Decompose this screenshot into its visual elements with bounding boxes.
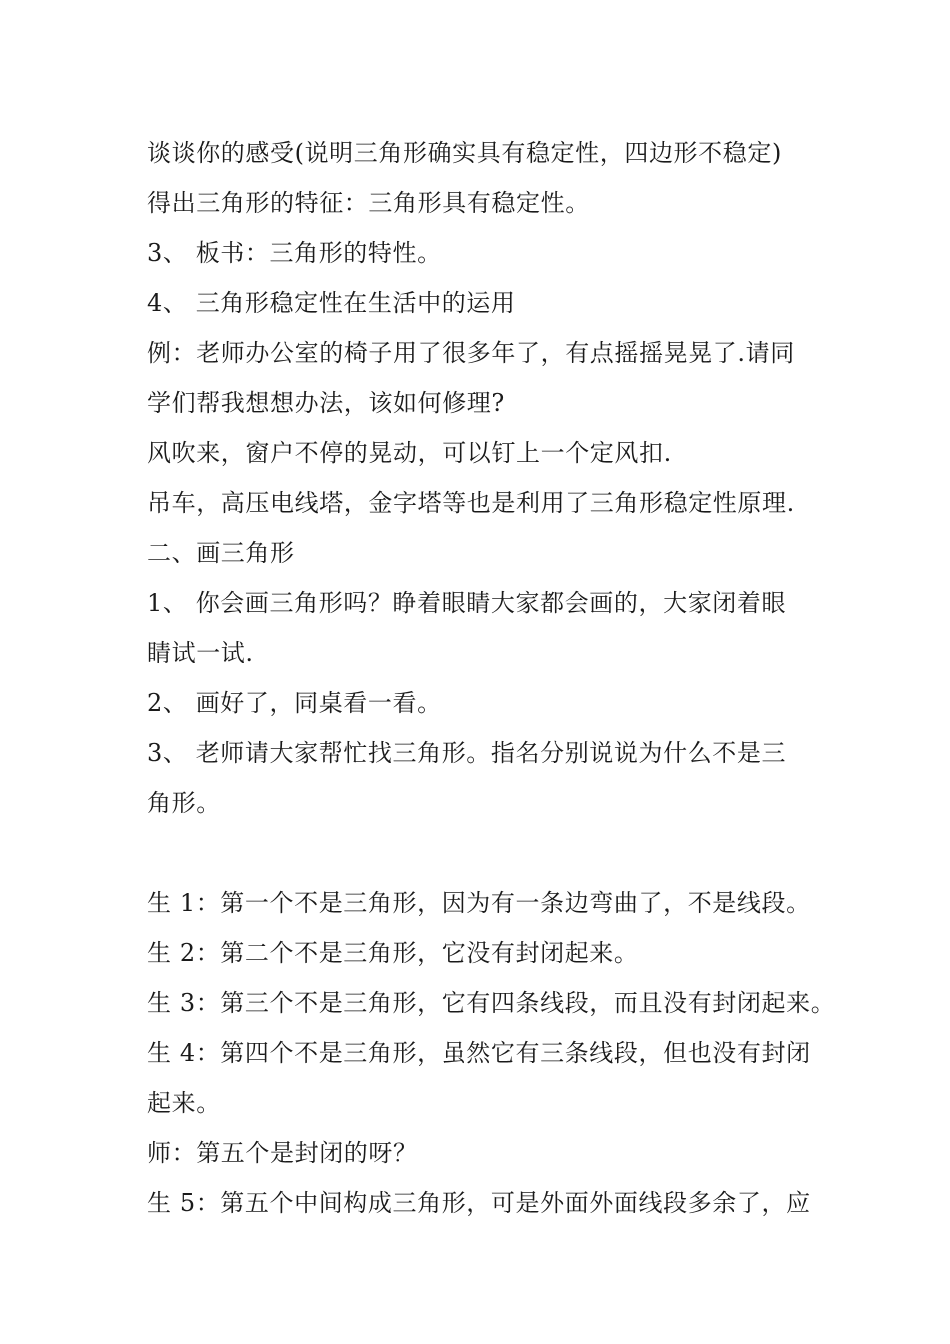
dialogue-line: 生 5：第五个中间构成三角形，可是外面外面线段多余了，应	[147, 1189, 811, 1217]
paragraph-line: 例：老师办公室的椅子用了很多年了，有点摇摇晃晃了.请同	[147, 339, 795, 367]
paragraph-line: 吊车，高压电线塔，金字塔等也是利用了三角形稳定性原理.	[147, 489, 795, 517]
paragraph-line: 角形。	[147, 789, 221, 817]
paragraph-line: 风吹来，窗户不停的晃动，可以钉上一个定风扣.	[147, 439, 672, 467]
dialogue-line: 生 2：第二个不是三角形，它没有封闭起来。	[147, 939, 639, 967]
dialogue-line: 起来。	[147, 1089, 221, 1117]
list-item: 1、 你会画三角形吗？睁着眼睛大家都会画的，大家闭着眼	[147, 589, 787, 617]
list-item: 4、 三角形稳定性在生活中的运用	[147, 289, 516, 317]
dialogue-line: 师：第五个是封闭的呀？	[147, 1139, 418, 1167]
list-item: 2、 画好了，同桌看一看。	[147, 689, 442, 717]
blank-line	[147, 828, 847, 878]
section-heading: 二、画三角形	[147, 539, 295, 567]
dialogue-line: 生 3：第三个不是三角形，它有四条线段，而且没有封闭起来。	[147, 989, 836, 1017]
list-item: 3、 老师请大家帮忙找三角形。指名分别说说为什么不是三	[147, 739, 787, 767]
paragraph-line: 谈谈你的感受(说明三角形确实具有稳定性，四边形不稳定)	[147, 139, 782, 167]
dialogue-line: 生 1：第一个不是三角形，因为有一条边弯曲了，不是线段。	[147, 889, 811, 917]
document-body	[147, 128, 847, 1228]
dialogue-line: 生 4：第四个不是三角形，虽然它有三条线段，但也没有封闭	[147, 1039, 811, 1067]
paragraph-line: 得出三角形的特征：三角形具有稳定性。	[147, 189, 590, 217]
paragraph-line: 睛试一试.	[147, 639, 254, 667]
paragraph-line: 学们帮我想想办法，该如何修理?	[147, 389, 505, 417]
list-item: 3、 板书：三角形的特性。	[147, 239, 442, 267]
